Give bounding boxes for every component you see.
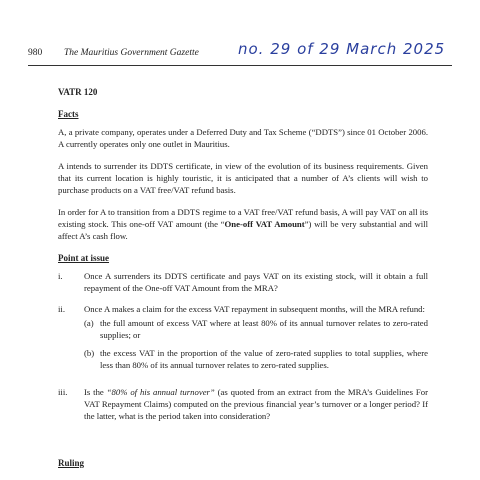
ruling-body <box>58 86 428 431</box>
question-item <box>58 386 428 422</box>
option-text: the excess VAT in the proportion of the value of zero-rated supplies to total supplies, where less than 80% of its annual turnover relates to zero-rated supplies. <box>100 348 428 370</box>
page-number: 980 <box>28 48 43 58</box>
facts-paragraph: A intends to surrender its DDTS certificate, in view of the evolution of its business requirements. Given that its current location is highly touristic, it is anticipated that a number of A’s clients will wish to purchase products on a VAT free/VAT refund basis. <box>58 161 428 195</box>
header-divider <box>28 65 452 66</box>
question-number: i. <box>58 271 63 281</box>
facts-heading: Facts <box>58 109 79 119</box>
question-item <box>58 303 428 377</box>
question-text: Once A makes a claim for the excess VAT repayment in subsequent months, will the MRA refund: <box>84 304 425 314</box>
handwritten-annotation: no. 29 of 29 March 2025 <box>238 40 446 58</box>
option-label: (a) <box>84 318 94 328</box>
ruling-heading: Ruling <box>58 458 85 468</box>
quoted-phrase: “80% of his annual turnover” <box>106 387 215 397</box>
facts-paragraph: In order for A to transition from a DDTS regime to a VAT free/VAT refund basis, A will pay VAT on all its existing stock. This one-off VAT amount (the “One-off VAT Amount”) will be very substantial and will affect A’s cash flow. <box>58 207 428 241</box>
question-number: iii. <box>58 387 68 397</box>
question-body <box>84 303 428 377</box>
question-item <box>58 270 428 294</box>
point-at-issue-heading: Point at issue <box>58 253 110 263</box>
publication-title: The Mauritius Government Gazette <box>64 48 199 58</box>
facts-paragraph: A, a private company, operates under a Deferred Duty and Tax Scheme (“DDTS”) since 01 October 2006. A currently operates only one outlet in Mauritius. <box>58 127 428 149</box>
question-number: ii. <box>58 304 65 314</box>
option-text: the full amount of excess VAT where at least 80% of its annual turnover relates to zero-rated supplies; or <box>100 318 428 340</box>
defined-term: One-off VAT Amount <box>224 219 305 229</box>
question-option <box>84 317 428 341</box>
question-option <box>84 347 428 371</box>
question-text: Once A surrenders its DDTS certificate and pays VAT on its existing stock, will it obtain a full repayment of the One-off VAT Amount from the MRA? <box>84 271 428 293</box>
option-label: (b) <box>84 348 95 358</box>
ruling-reference: VATR 120 <box>58 87 98 97</box>
question-text: Is the “80% of his annual turnover” (as quoted from an extract from the MRA’s Guidelines For VAT Repayment Claims) computed on the previous financial year’s turnover or a longer period? If the latter, what is the period taken into consideration? <box>84 387 428 421</box>
